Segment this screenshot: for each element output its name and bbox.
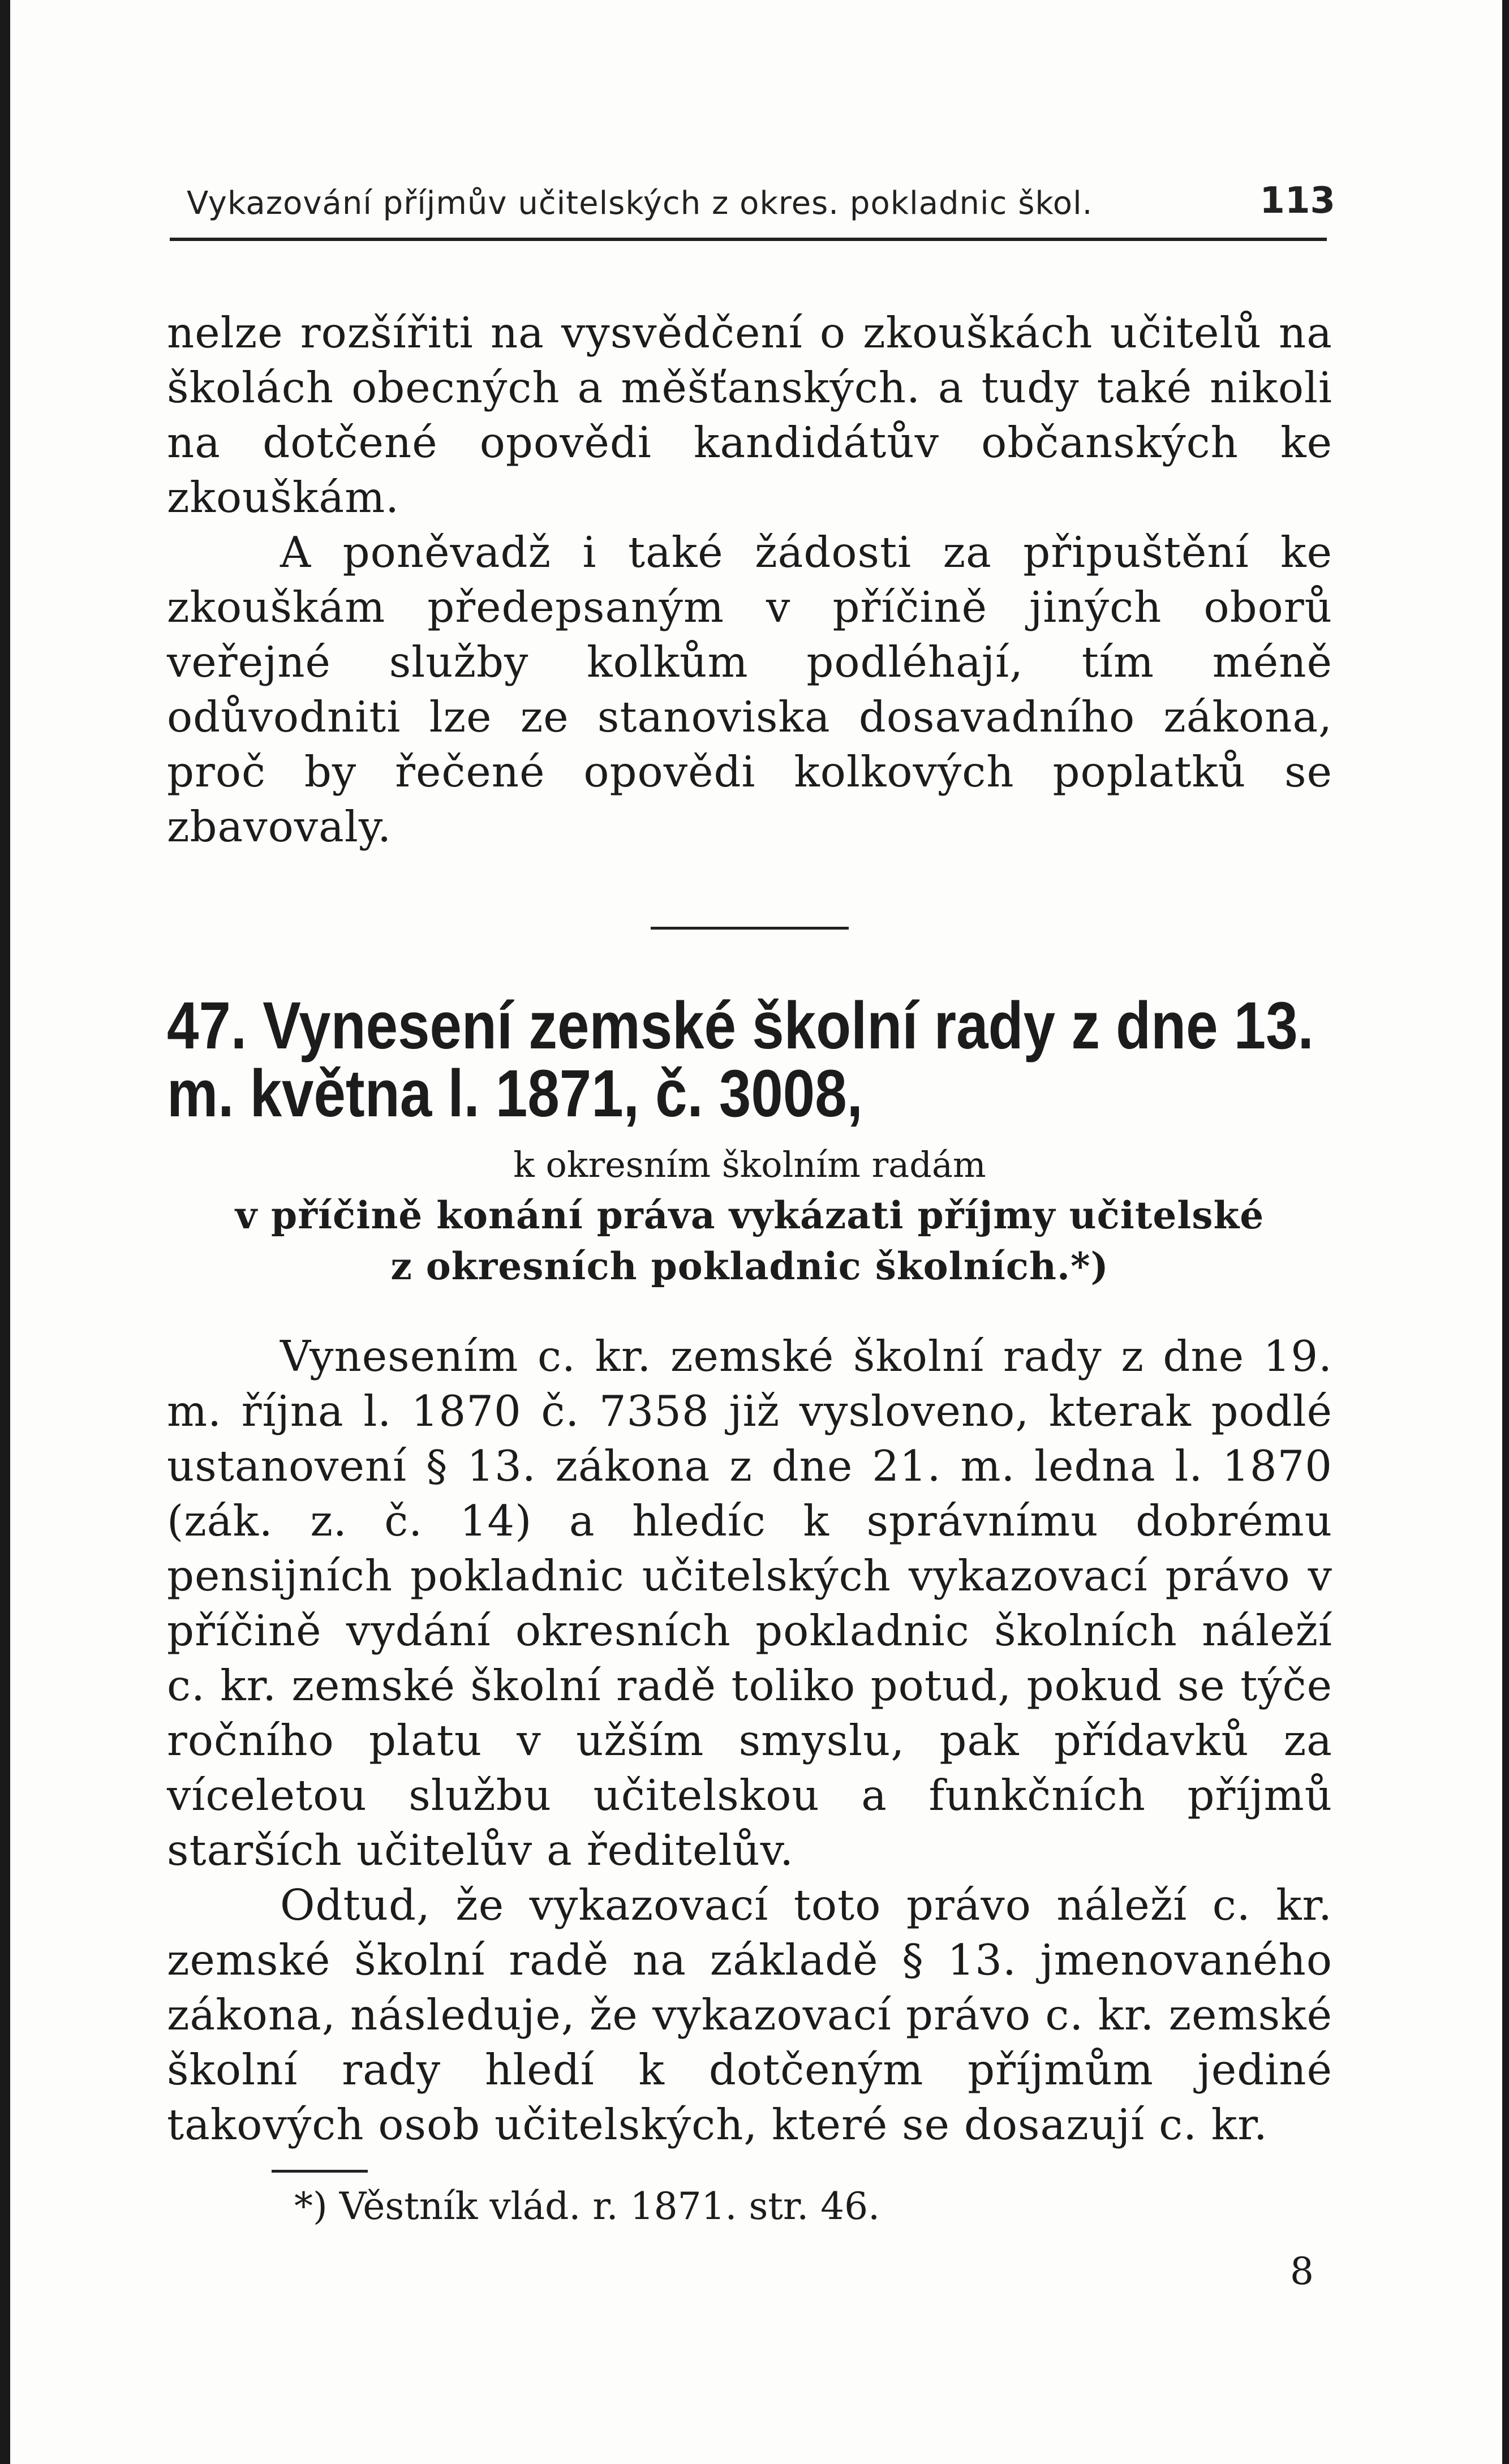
paragraph-decree-conclusion: Odtud, že vykazovací toto právo náleží c. kr. zemské školní radě na základě § 13. jmenovaného zákona, následuje, že vykazovací právo c. kr. zemské školní rady hledí k dotčeným příjmům jediné takových osob učitelských, které se dosazují c. kr. <box>167 1880 1332 2149</box>
spacer <box>167 1289 1332 1329</box>
paragraph-continuation: nelze rozšířiti na vysvědčení o zkouškách učitelů na školách obecných a měšťanských. a tudy také nikoli na dotčené opovědi kandidátův občanských ke zkouškám. <box>167 308 1332 522</box>
page-header <box>187 180 1335 222</box>
paragraph-stamp-duty: A poněvadž i také žádosti za připuštění ke zkouškám předepsaným v příčině jiných oborů veřejné služby kolkům podléhají, tím méně odůvodniti lze ze stanoviska dosavadního zákona, proč by řečené opovědi kolkových poplatků se zbavovaly. <box>167 527 1332 852</box>
decree-purpose-line-1: v příčině konání práva vykázati příjmy učitelské <box>235 1193 1265 1237</box>
section-separator <box>651 927 849 930</box>
page-number: 113 <box>1259 180 1335 222</box>
paragraph-decree-body: Vynesením c. kr. zemské školní rady z dne 19. m. října l. 1870 č. 7358 již vysloveno, kterak podlé ustanovení § 13. zákona z dne 21. m. ledna l. 1870 (zák. z. č. 14) a hledíc k správnímu dobrému pensijních pokladnic učitelských vykazovací právo v příčině vydání okresních pokladnic školních náleží c. kr. zemské školní radě toliko potud, pokud se týče ročního platu v užším smyslu, pak přídavků za víceletou službu učitelskou a funkčních příjmů starších učitelův a ředitelův. <box>167 1331 1332 1875</box>
decree-title: 47. Vynesení zemské školní rady z dne 13. m. května l. 1871, č. 3008, <box>167 988 1314 1131</box>
decree-addressee: k okresním školním radám <box>513 1144 986 1185</box>
running-head: Vykazování příjmův učitelských z okres. pokladnic škol. <box>187 185 1093 222</box>
decree-purpose-line-2: z okresních pokladnic školních.*) <box>390 1244 1109 1288</box>
signature-mark: 8 <box>1290 2250 1314 2293</box>
header-rule <box>170 238 1327 241</box>
page-body <box>167 306 1332 2152</box>
scan-edge-left <box>0 0 10 2464</box>
footnote-rule <box>272 2170 368 2173</box>
footnote: *) Věstník vlád. r. 1871. str. 46. <box>294 2185 880 2228</box>
scan-edge-right <box>1502 0 1509 2464</box>
